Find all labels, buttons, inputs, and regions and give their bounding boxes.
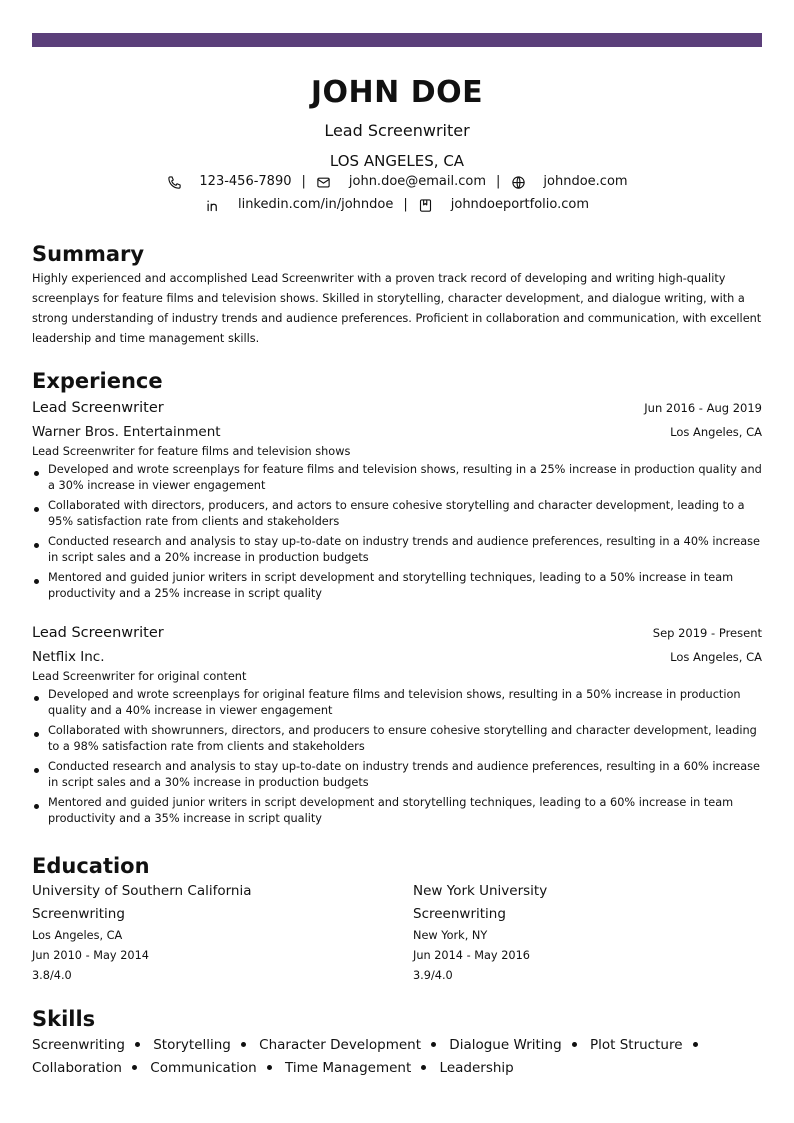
linkedin-link[interactable]: linkedin.com/in/johndoe	[237, 197, 394, 212]
skill-item: Character Development	[259, 1037, 421, 1053]
bullet-separator	[431, 1042, 436, 1047]
job-title: Lead Screenwriter	[32, 400, 164, 416]
education-field: Screenwriting	[413, 906, 506, 922]
website-link[interactable]: johndoe.com	[543, 174, 628, 189]
contact-separator: |	[496, 174, 501, 189]
bullet-separator	[135, 1042, 140, 1047]
bullet-separator	[572, 1042, 577, 1047]
skill-item: Storytelling	[153, 1037, 231, 1053]
job-header-row	[32, 398, 762, 418]
education-gpa: 3.9/4.0	[413, 969, 453, 982]
job-bullets	[32, 462, 762, 602]
skill-item: Plot Structure	[589, 1037, 683, 1053]
summary-text: Highly experienced and accomplished Lead Screenwriter with a proven track record of developing and writing high-quality screenplays for feature films and television shows. Skilled in storytelling, character development, and dialogue writing, with a strong understanding of industry trends and audience preferences. Proficient in collaboration and communication, with excellent leadership and time management skills.	[32, 272, 762, 345]
envelope-icon	[316, 174, 332, 190]
portfolio-link[interactable]: johndoeportfolio.com	[450, 197, 590, 212]
job-company-row	[32, 418, 762, 442]
education-field: Screenwriting	[32, 906, 125, 922]
education-entry	[413, 881, 763, 986]
job-company-row	[32, 643, 762, 667]
job-company: Warner Bros. Entertainment	[32, 424, 221, 440]
job-dates: Jun 2016 - Aug 2019	[644, 401, 762, 415]
email-link[interactable]: john.doe@email.com	[348, 174, 487, 189]
skills-heading: Skills	[32, 1007, 96, 1031]
job-description: Lead Screenwriter for original content	[32, 670, 247, 683]
skill-item: Time Management	[284, 1060, 412, 1076]
job-bullet: Collaborated with directors, producers, and actors to ensure cohesive storytelling and character development, leading to a 95% satisfaction rate from clients and stakeholders	[32, 498, 762, 530]
job-bullet: Conducted research and analysis to stay up-to-date on industry trends and audience preferences, resulting in a 60% increase in script sales and a 30% increase in production budgets	[32, 759, 762, 791]
bullet-separator	[241, 1042, 246, 1047]
experience-heading: Experience	[32, 369, 163, 393]
bullet-separator	[693, 1042, 698, 1047]
phone-number[interactable]: 123-456-7890	[199, 174, 292, 189]
education-heading: Education	[32, 854, 150, 878]
skill-item: Screenwriting	[32, 1037, 125, 1053]
job-bullet: Developed and wrote screenplays for original feature films and television shows, resulting in a 50% increase in production quality and a 40% increase in viewer engagement	[32, 687, 762, 719]
phone-icon	[166, 174, 182, 190]
contact-separator: |	[301, 174, 306, 189]
job-bullet: Conducted research and analysis to stay up-to-date on industry trends and audience preferences, resulting in a 40% increase in script sales and a 20% increase in production budgets	[32, 534, 762, 566]
bookmark-icon	[418, 197, 434, 213]
job-entry	[32, 398, 762, 606]
skill-item: Collaboration	[32, 1060, 122, 1076]
candidate-location: LOS ANGELES, CA	[329, 152, 465, 170]
globe-icon	[510, 174, 526, 190]
skill-item: Dialogue Writing	[449, 1037, 562, 1053]
job-location: Los Angeles, CA	[670, 425, 762, 439]
job-title: Lead Screenwriter	[32, 625, 164, 641]
bullet-separator	[421, 1065, 426, 1070]
job-bullet: Mentored and guided junior writers in script development and storytelling techniques, leading to a 50% increase in team productivity and a 25% increase in script quality	[32, 570, 762, 602]
summary-heading: Summary	[32, 242, 145, 266]
contact-row-secondary	[32, 195, 762, 215]
skills-list	[32, 1034, 762, 1080]
bullet-separator	[267, 1065, 272, 1070]
education-school: University of Southern California	[32, 883, 252, 899]
job-entry	[32, 623, 762, 831]
job-company: Netflix Inc.	[32, 649, 105, 665]
education-location: Los Angeles, CA	[32, 929, 123, 942]
job-dates: Sep 2019 - Present	[652, 626, 762, 640]
job-bullet: Developed and wrote screenplays for feature films and television shows, resulting in a 25% increase in production quality and a 30% increase in viewer engagement	[32, 462, 762, 494]
education-dates: Jun 2010 - May 2014	[32, 949, 149, 962]
job-description: Lead Screenwriter for feature films and television shows	[32, 445, 351, 458]
contact-separator: |	[403, 197, 408, 212]
education-entry	[32, 881, 382, 986]
education-school: New York University	[413, 883, 548, 899]
contact-row-primary	[32, 172, 762, 192]
resume-header	[32, 74, 762, 215]
job-bullet: Collaborated with showrunners, directors, and producers to ensure cohesive storytelling and character development, leading to a 98% satisfaction rate from clients and stakeholders	[32, 723, 762, 755]
education-gpa: 3.8/4.0	[32, 969, 72, 982]
accent-bar	[32, 33, 762, 47]
bullet-separator	[132, 1065, 137, 1070]
education-location: New York, NY	[413, 929, 488, 942]
candidate-name: JOHN DOE	[310, 75, 484, 110]
skill-item: Communication	[150, 1060, 257, 1076]
job-bullet: Mentored and guided junior writers in script development and storytelling techniques, leading to a 60% increase in team productivity and a 35% increase in script quality	[32, 795, 762, 827]
job-header-row	[32, 623, 762, 643]
education-dates: Jun 2014 - May 2016	[413, 949, 530, 962]
job-bullets	[32, 687, 762, 827]
candidate-role: Lead Screenwriter	[324, 121, 470, 140]
linkedin-icon	[205, 197, 221, 213]
job-location: Los Angeles, CA	[670, 650, 762, 664]
skill-item: Leadership	[439, 1060, 514, 1076]
